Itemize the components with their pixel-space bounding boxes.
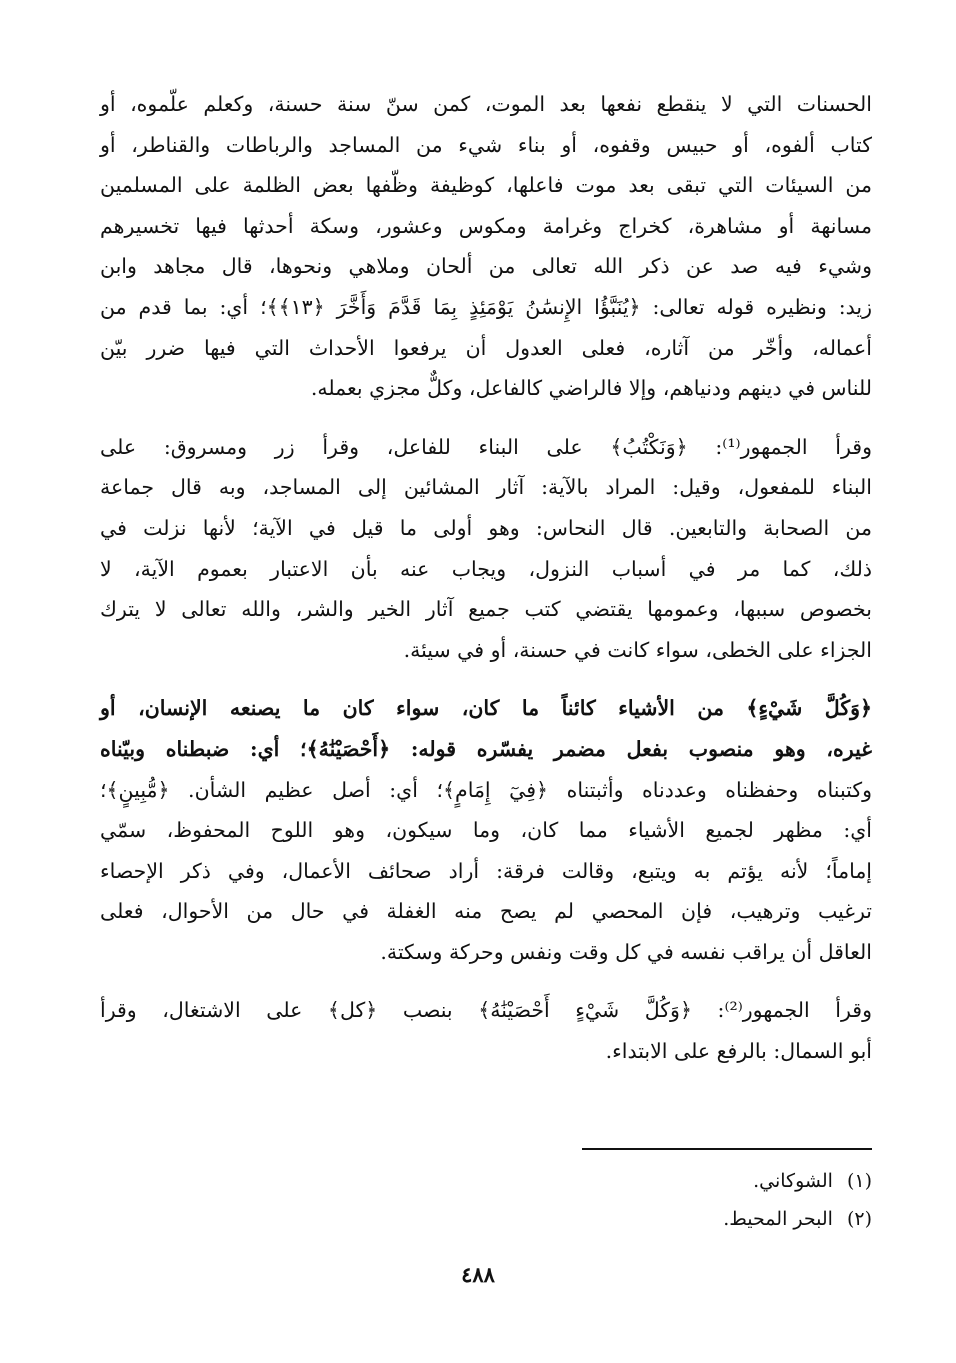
footnote-divider xyxy=(582,1148,872,1150)
text-line: من السيئات التي تبقى بعد موت فاعلها، كوظيفة وظّفها بعض الظلمة على المسلمين xyxy=(100,173,872,198)
paragraph-3 xyxy=(100,688,872,972)
text-line: ترغيب وترهيب، فإن المحصي لم يصح منه الغفلة في حال من الأحوال، فعلى xyxy=(100,899,872,924)
text-line: للناس في دينهم ودنياهم، وإلا فالراضي كالفاعل، وكلٌّ مجزي بعمله. xyxy=(310,376,872,401)
footnote-1 xyxy=(372,1162,872,1200)
paragraph-4 xyxy=(100,990,872,1071)
text-line: بخصوص سببها، وعمومها يقتضي كتب جميع آثار الخير والشر، والله تعالى لا يترك xyxy=(100,597,872,622)
text-line: أي: مظهر لجميع الأشياء مما كان، وما سيكون، وهو اللوح المحفوظ، سمّي xyxy=(100,818,872,843)
footnote-number: (٢) xyxy=(846,1208,872,1230)
footnote-2 xyxy=(372,1200,872,1238)
text-line: وقرأ الجمهور⁽¹⁾: ﴿وَنَكْتُبُ﴾ على البناء للفاعل، وقرأ زر ومسروق: على xyxy=(100,434,873,459)
text-line: زيد: ونظيره قوله تعالى: ﴿يُنَبَّؤُا الإِنسَٰنُ يَوْمَئِذٍ بِمَا قَدَّمَ وَأَخَّرَ ﴿١٣﴾﴾؛ أي: بما قدم من xyxy=(100,294,872,319)
text-line: الجزاء على الخطى، سواء كانت في حسنة، أو في سيئة. xyxy=(403,637,872,662)
paragraph-1 xyxy=(100,84,872,409)
text-line: كتاب ألفوه، أو حبيس وقفوه، أو بناء شيء من المساجد والرباطات والقناطر، أو xyxy=(100,132,872,157)
text-line: مسانهة أو مشاهرة، كخراج وغرامة ومكوس وعشور، وسكة أحدثها فيها تخسيرهم xyxy=(100,213,872,238)
text-line: الحسنات التي لا ينقطع نفعها بعد الموت، كمن سنّ سنة حسنة، وكعلم علّموه، أو xyxy=(100,92,872,116)
text-line-bold: غيره، وهو منصوب بفعل مضمر يفسّره قوله: ﴿أَحْصَيْنَٰهُ﴾؛ أي: ضبطناه وبيّناه xyxy=(100,736,872,761)
footnote-text: الشوكاني. xyxy=(753,1170,833,1192)
footnotes xyxy=(372,1162,872,1238)
text-line: من الصحابة والتابعين. قال النحاس: وهو أولى ما قيل في الآية؛ لأنها نزلت في xyxy=(100,515,872,540)
text-line: أبو السمال: بالرفع على الابتداء. xyxy=(605,1039,872,1064)
paragraph-2 xyxy=(100,427,872,671)
page-body xyxy=(100,84,872,1072)
text-line: العاقل أن يراقب نفسه في كل وقت ونفس وحركة وسكتة. xyxy=(380,939,872,964)
text-line: وشيء فيه صد عن ذكر الله تعالى من ألحان وملاهي ونحوها، قال مجاهد وابن xyxy=(100,254,872,279)
text-line: البناء للمفعول، وقيل: المراد بالآية: آثار المشائين إلى المساجد، وبه قال جماعة xyxy=(100,475,872,500)
text-line: إماماً؛ لأنه يؤتم به ويتبع، وقالت فرقة: أراد صحائف الأعمال، وفي ذكر الإحصاء xyxy=(100,858,872,883)
page-number: ٤٨٨ xyxy=(461,1262,495,1287)
text-line-bold: ﴿وَكُلَّ شَيْءٍ﴾ من الأشياء كائناً ما كان، سواء كان ما يصنعه الإنسان، أو xyxy=(100,696,872,721)
text-line: وقرأ الجمهور⁽²⁾: ﴿وَكُلَّ شَيْءٍ أَحْصَيْنَٰهُ﴾ بنصب ﴿كل﴾ على الاشتغال، وقرأ xyxy=(100,998,872,1023)
text-line: وكتبناه وحفظناه وعددناه وأثبتناه ﴿فِيٓ إِمَامٍ﴾؛ أي: أصل عظيم الشأن. ﴿مُّبِينٍ﴾؛ xyxy=(100,777,872,802)
footnote-number: (١) xyxy=(846,1170,872,1192)
text-line: ذلك، كما مر في أسباب النزول، ويجاب عنه بأن الاعتبار بعموم الآية، لا xyxy=(100,556,872,581)
footnote-text: البحر المحيط. xyxy=(723,1208,833,1230)
text-line: أعماله، وأخّر من آثاره، فعلى العدول أن يرفعوا الأحداث التي فيها ضرر بيّن xyxy=(100,335,872,360)
